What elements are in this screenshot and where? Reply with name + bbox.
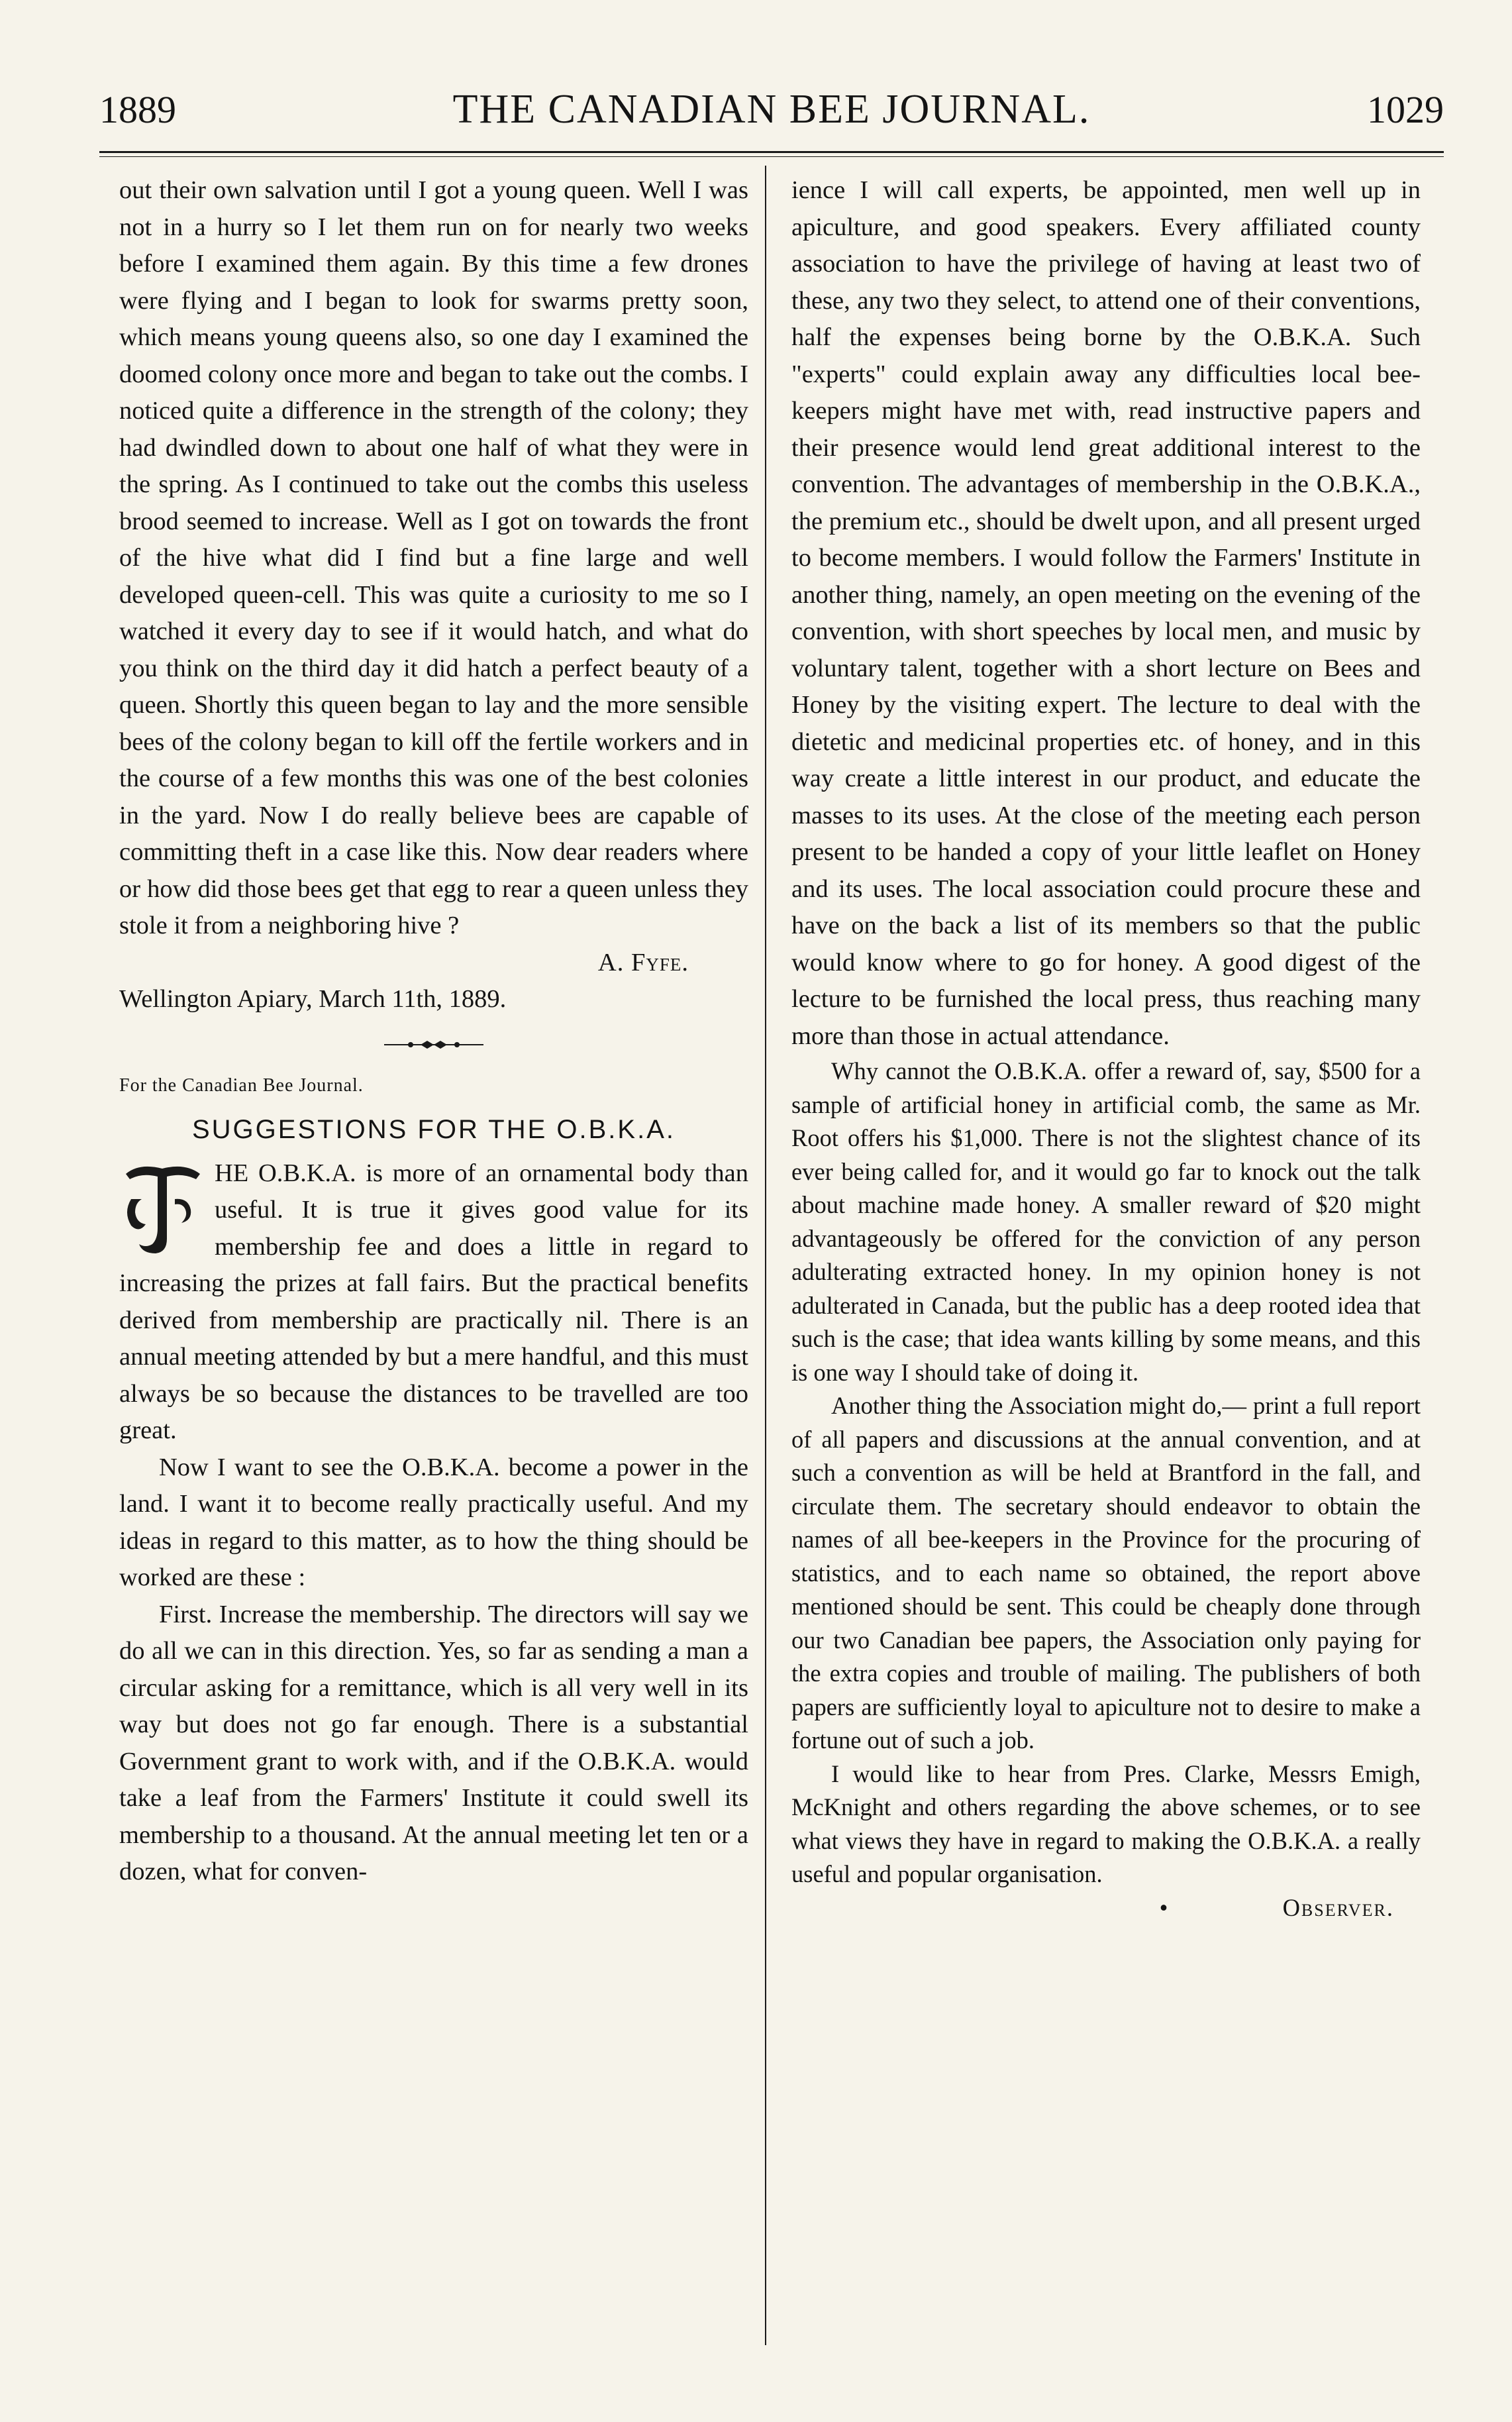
journal-page [99, 79, 1444, 2358]
closing-signature [791, 1891, 1421, 1925]
signature: A. Fyfe. [597, 948, 689, 976]
article-title: SUGGESTIONS FOR THE O.B.K.A. [191, 1115, 676, 1144]
left-column [119, 172, 748, 1891]
right-paragraph-4: I would like to hear from Pres. Clarke, Messrs Emigh, McKnight and others regarding the above schemes, or to see what views they have in regard to making the O.B.K.A. a really useful and popular organisation. [791, 1760, 1421, 1887]
right-column [791, 172, 1421, 1924]
article-paragraph-1 [119, 1155, 748, 1449]
continued-paragraph: out their own salvation until I got a young queen. Well I was not in a hurry so I let them run on for nearly two weeks before I examined them again. By this time a few drones were flying and I began to look for swarms pretty soon, which means young queens also, so one day I examined the doomed colony once more and began to take out the combs. I noticed quite a difference in the strength of the colony; they had dwindled down to about one half of what they were in the spring. As I continued to take out the combs this useless brood seemed to increase. Well as I got on towards the front of the hive what did I find but a fine large and well developed queen-cell. This was quite a curiosity to me so I watched it every day to see if it would hatch, and what do you think on the third day it did hatch a perfect beauty of a queen. Shortly this queen began to lay and the more sensible bees of the colony began to kill off the fertile workers and in the course of a few months this was one of the best colonies in the yard. Now I do really believe bees are capable of committing theft in a case like this. Now dear readers where or how did those bees get that egg to rear a queen unless they stole it from a neighboring hive ? [119, 176, 748, 939]
byline: For the Canadian Bee Journal. [119, 1075, 364, 1096]
article-paragraph-3: First. Increase the membership. The directors will say we do all we can in this direction. Yes, so far as sending a man a circular asking for a remittance, which is all very well in its way but does not go far enough. There is a substantial Government grant to work with, and if the O.B.K.A. would take a leaf from the Farmers' Institute it could swell its membership to a thousand. At the annual meeting let ten or a dozen, what for conven- [119, 1600, 748, 1885]
section-ornament [119, 1030, 748, 1057]
right-paragraph-2: Why cannot the O.B.K.A. offer a reward of, say, $500 for a sample of artificial honey in artificial comb, the same as Mr. Root offers his $1,000. There is not the slightest chance of its ever being called for, and it would go far to knock out the talk about machine made honey. A smaller reward of $20 might advantageously be offered for the conviction of any person adulterating extracted honey. In my opinion honey is not adulterated in Canada, but the public has a deep rooted idea that such is the case; that idea wants killing by some means, and this is one way I should take of doing it. [791, 1057, 1421, 1386]
closing-signature-text: Observer. [1282, 1893, 1394, 1921]
bullet-icon: • [1159, 1893, 1170, 1921]
dateline: Wellington Apiary, March 11th, 1889. [119, 985, 507, 1013]
article-paragraph-2: Now I want to see the O.B.K.A. become a power in the land. I want it to become really practically useful. And my ideas in regard to this matter, as to how the thing should be worked are these : [119, 1453, 748, 1591]
page-header [99, 79, 1444, 139]
ornament-rule-icon [384, 1038, 483, 1051]
header-year: 1889 [99, 87, 176, 131]
dropcap-t-icon [119, 1159, 205, 1259]
column-divider [765, 166, 766, 2345]
right-small-type-section [791, 1055, 1421, 1924]
right-paragraph-3: Another thing the Association might do,— print a full report of all papers and discussions at the annual convention, and at such a convention as will be held at Brantford in the fall, and circulate them. The secretary should endeavor to obtain the names of all bee-keepers in the Province for the procuring of statistics, and to each name so obtained, the report above mentioned should be sent. This could be cheaply done through our two Canadian bee papers, the Association only paying for the extra copies and trouble of mailing. The publishers of both papers are sufficiently loyal to apiculture not to desire to make a fortune out of such a job. [791, 1392, 1421, 1754]
article-paragraph-1-text: HE O.B.K.A. is more of an ornamental body than useful. It is true it gives good value for its membership fee and does a little in regard to increasing the prizes at fall fairs. But the practical benefits derived from membership are practically nil. There is an annual meeting attended by but a mere handful, and this must always be so because the distances to be travelled are too great. [119, 1159, 748, 1444]
header-rule [99, 151, 1444, 153]
journal-title: THE CANADIAN BEE JOURNAL. [452, 86, 1091, 132]
right-paragraph-1: ience I will call experts, be appointed, men well up in apiculture, and good speakers. Every affiliated county association to have the privilege of having at least two of these, any two they select, to attend one of their conventions, half the expenses being borne by the O.B.K.A. Such "experts" could explain away any difficulties local bee-keepers might have met with, read instructive papers and their presence would lend great additional interest to the convention. The advantages of membership in the O.B.K.A., the premium etc., should be dwelt upon, and all present urged to become members. I would follow the Farmers' Institute in another thing, namely, an open meeting on the evening of the convention, with short speeches by local men, and music by voluntary talent, together with a short lecture on Bees and Honey by the visiting expert. The lecture to deal with the dietetic and medicinal properties etc. of honey, and in this way create a little interest in our product, and educate the masses to its uses. At the close of the meeting each person present to be handed a copy of your little leaflet on Honey and its uses. The local association could procure these and have on the back a list of its members so that the public would know where to go for honey. A good digest of the lecture to be furnished the local press, thus reaching many more than those in actual attendance. [791, 176, 1421, 1050]
header-rule-thin [99, 156, 1444, 157]
page-number: 1029 [1367, 87, 1444, 131]
